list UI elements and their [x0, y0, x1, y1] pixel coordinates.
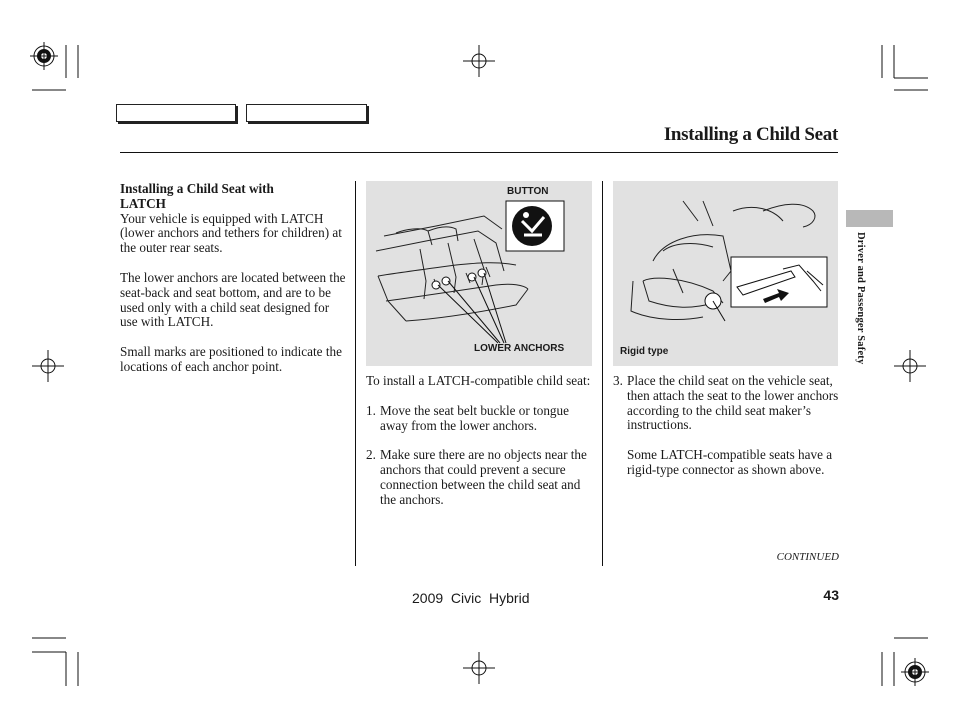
column-divider-left	[355, 181, 356, 566]
column-divider-right	[602, 181, 603, 566]
continued-label: CONTINUED	[776, 551, 839, 563]
middle-column	[366, 374, 596, 508]
rear-seat-illustration	[366, 181, 592, 366]
step-number: 1.	[366, 402, 376, 418]
paragraph: The lower anchors are located between the seat-back and seat bottom, and are to be used only with a child seat designed for use with LATCH.	[120, 269, 346, 330]
right-column	[613, 374, 839, 478]
page-title: Installing a Child Seat	[663, 124, 838, 145]
button-label: BUTTON	[507, 186, 549, 197]
page-number: 43	[823, 587, 839, 603]
header-rule	[120, 152, 838, 153]
step-text: Move the seat belt buckle or tongue away from the lower anchors.	[380, 402, 569, 433]
step-3	[613, 374, 839, 433]
lower-anchors-label: LOWER ANCHORS	[474, 343, 565, 354]
section-tab	[846, 210, 893, 227]
rigid-connector-figure	[613, 181, 838, 366]
step-2	[366, 448, 596, 507]
nav-box-right[interactable]	[246, 104, 367, 122]
left-column	[120, 182, 348, 375]
intro-text: To install a LATCH-compatible child seat:	[366, 373, 591, 388]
step-text: Place the child seat on the vehicle seat, then attach the seat to the lower anchors according to the child seat maker’s instructions.	[627, 373, 839, 433]
step-text: Make sure there are no objects near the anchors that could prevent a secure connection between the child seat and the anchors.	[380, 447, 587, 507]
step-number: 2.	[366, 447, 376, 463]
paragraph: Small marks are positioned to indicate the locations of each anchor point.	[120, 344, 342, 374]
section-label: Driver and Passenger Safety	[855, 232, 866, 365]
child-seat-illustration	[613, 181, 838, 366]
paragraph: Your vehicle is equipped with LATCH (lower anchors and tethers for children) at the outer rear seats.	[120, 210, 342, 256]
step-1	[366, 404, 596, 434]
latch-anchor-figure	[366, 181, 592, 366]
section-heading: Installing a Child Seat with LATCH	[120, 181, 274, 211]
note-text: Some LATCH-compatible seats have a rigid-type connector as shown above.	[627, 447, 833, 477]
model-name: 2009 Civic Hybrid	[412, 590, 530, 606]
step-number: 3.	[613, 373, 623, 388]
nav-box-left[interactable]	[116, 104, 236, 122]
rigid-type-caption: Rigid type	[620, 346, 669, 357]
